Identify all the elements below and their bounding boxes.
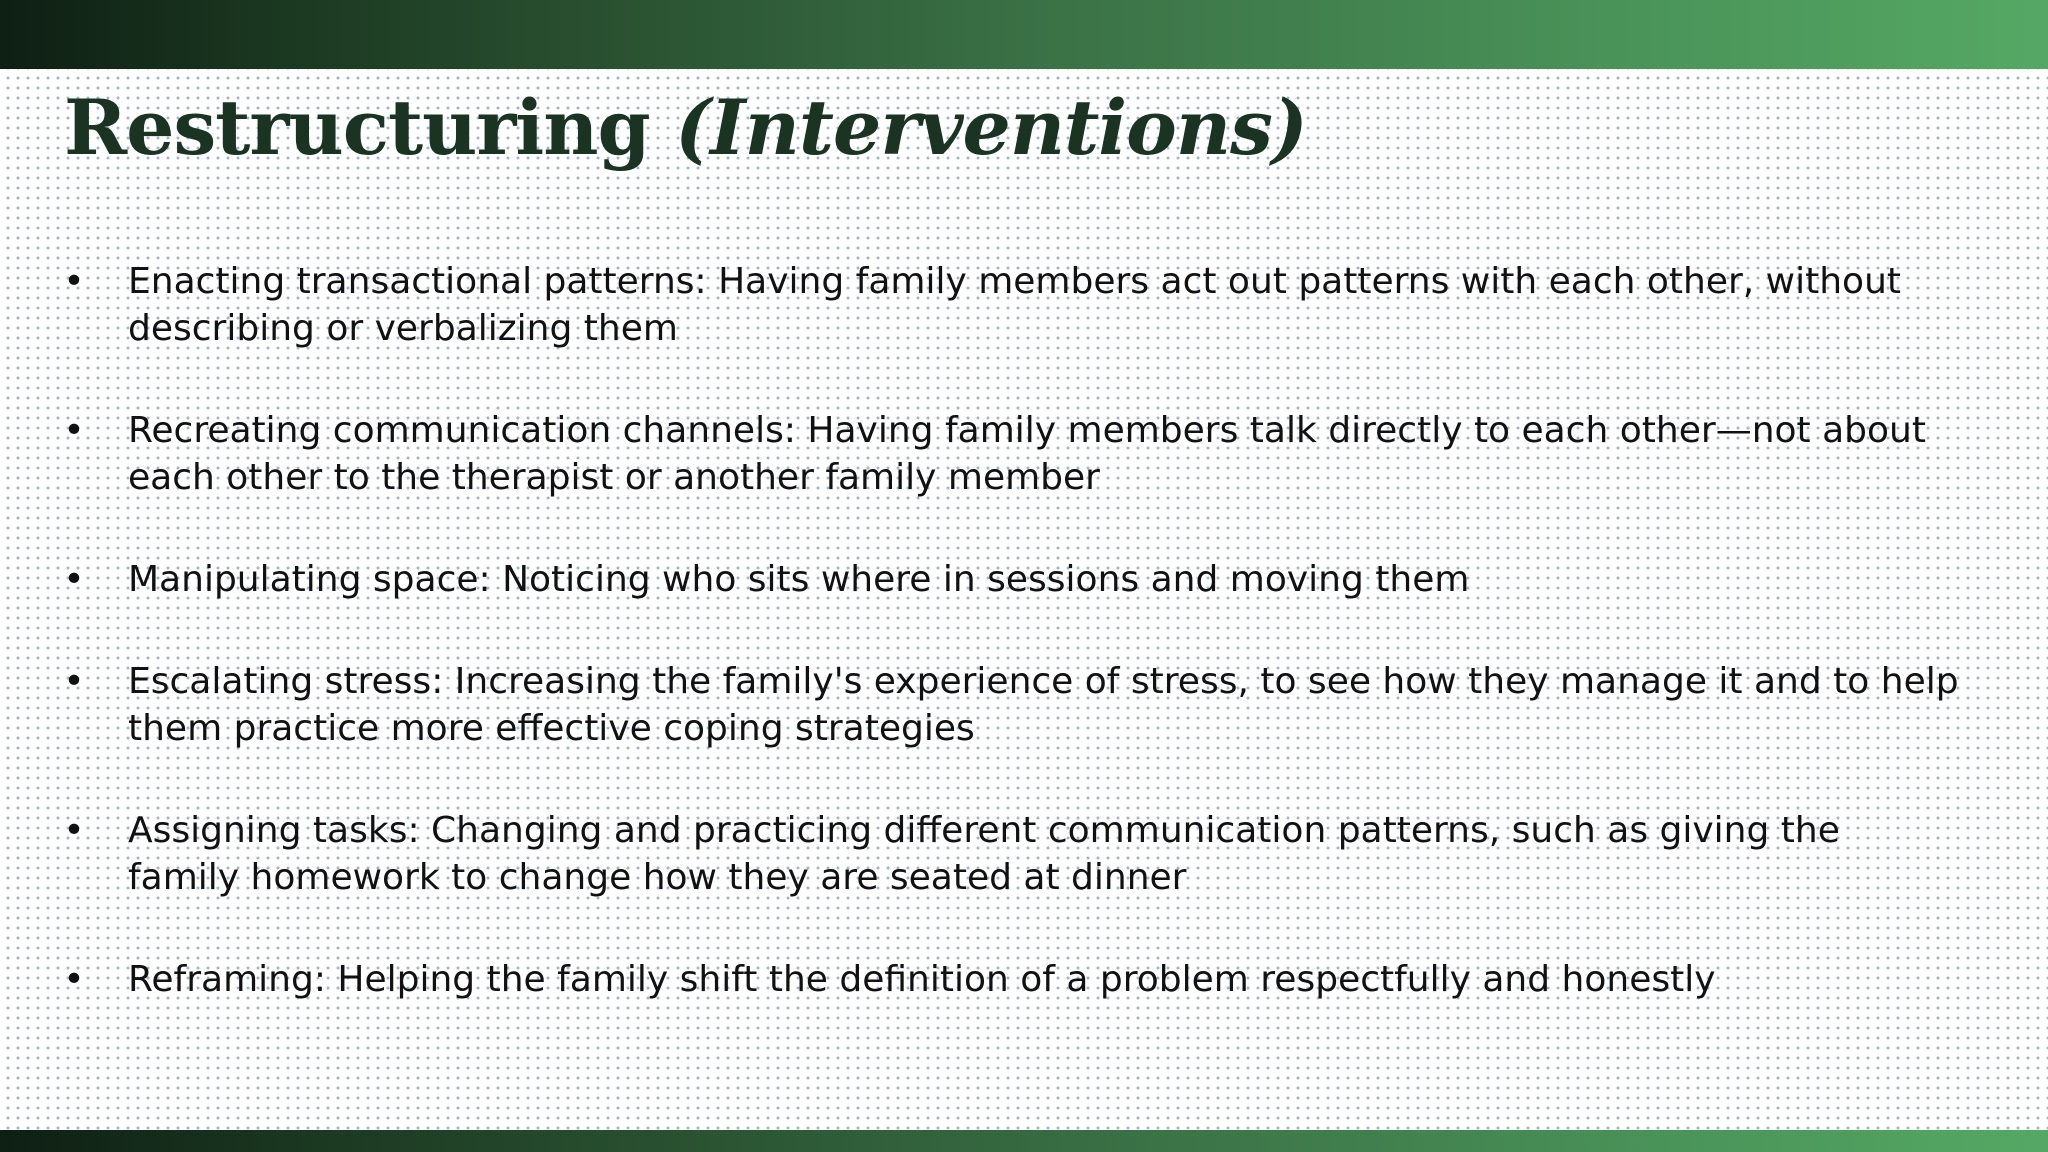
bullet-text: Assigning tasks: Changing and practicing different communication patterns, such as giving the family homework to change how they are seated at dinner [128, 810, 1840, 898]
bullet-dot-icon: • [63, 959, 85, 1000]
title-main: Restructuring [64, 83, 676, 172]
bullet-item-enacting [62, 258, 1962, 352]
bullet-text: Enacting transactional patterns: Having family members act out patterns with each other, without describing or verbalizing them [128, 261, 1901, 349]
bullet-dot-icon: • [63, 559, 85, 600]
bullet-text: Manipulating space: Noticing who sits where in sessions and moving them [128, 559, 1470, 600]
slide-title [64, 82, 1307, 173]
bullet-text: Recreating communication channels: Having family members talk directly to each other—not about each other to the therapist or another family member [128, 410, 1926, 498]
bullet-item-escalating [62, 658, 1962, 752]
bullet-dot-icon: • [63, 261, 85, 302]
title-italic: (Interventions) [675, 83, 1307, 172]
bottom-gradient-bar [0, 1130, 2048, 1152]
bullet-text: Escalating stress: Increasing the family's experience of stress, to see how they manage it and to help them practice more effective coping strategies [128, 661, 1959, 749]
bullet-dot-icon: • [63, 661, 85, 702]
bullet-text: Reframing: Helping the family shift the definition of a problem respectfully and honestly [128, 959, 1716, 1000]
bullet-item-assigning [62, 807, 1962, 901]
bullet-list [62, 258, 1962, 1058]
top-gradient-bar [0, 0, 2048, 69]
bullet-dot-icon: • [63, 410, 85, 451]
bullet-dot-icon: • [63, 810, 85, 851]
bullet-item-manipulating [62, 556, 1962, 603]
bullet-item-recreating [62, 407, 1962, 501]
bullet-item-reframing [62, 956, 1962, 1003]
